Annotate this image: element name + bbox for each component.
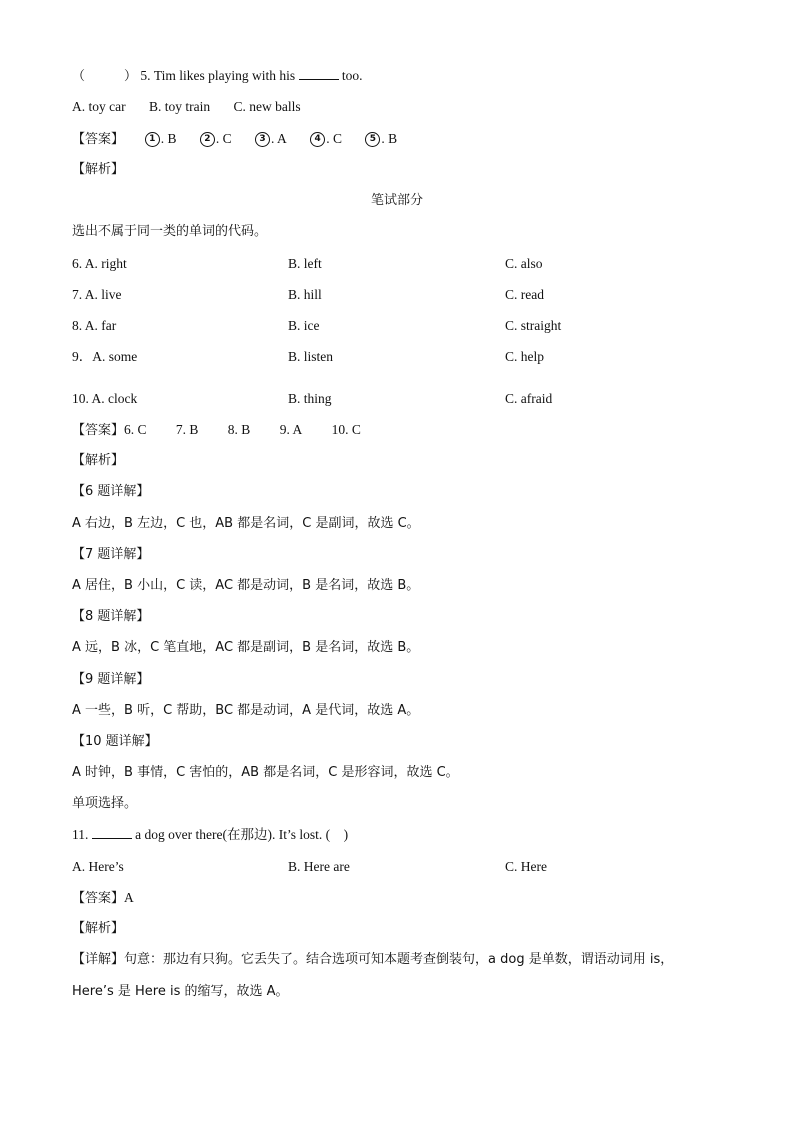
detail-title: 【10 题详解】 (72, 734, 158, 749)
question-9-a: 9．A. some (72, 349, 138, 364)
answer-item: 9. A (279, 422, 303, 437)
answer-item (310, 130, 342, 148)
circled-number: 1 (145, 132, 160, 147)
answer-blank (299, 67, 339, 80)
answer-label: 【答案】 (72, 132, 125, 147)
answer-item: 10. C (331, 422, 361, 437)
question-number: 11. (72, 827, 89, 842)
detail-line-1 (72, 951, 673, 969)
question-7-b: B. hill (288, 287, 322, 302)
answer-item (200, 130, 232, 148)
answer-blank (92, 826, 132, 839)
option-a: A. toy car (72, 99, 126, 114)
question-8-a: 8. A. far (72, 318, 117, 333)
question-8-c: C. straight (505, 318, 562, 333)
answer-value: A (124, 890, 134, 905)
answer-row-1 (72, 130, 417, 149)
circled-number: 4 (310, 132, 325, 147)
answer-value: . B (160, 131, 177, 146)
section-title: 笔试部分 (370, 193, 423, 208)
answer-item (255, 130, 287, 148)
detail-title: 【6 题详解】 (72, 484, 150, 499)
question-5-options (72, 98, 301, 116)
question-6-b: B. left (288, 256, 322, 271)
answer-label: 【答案】 (72, 891, 125, 906)
answer-value: . C (215, 131, 232, 146)
question-5 (72, 67, 363, 86)
question-5-stem-end: too. (341, 68, 363, 83)
question-11-stem: a dog over there(在那边). It’s lost. (135, 827, 323, 842)
answer-value: . C (326, 131, 342, 146)
circled-number: 3 (255, 132, 270, 147)
answer-item: 8. B (227, 422, 251, 437)
analysis-label: 【解析】 (72, 453, 125, 468)
question-8-b: B. ice (288, 318, 320, 333)
detail-text: 句意：那边有只狗。它丢失了。结合选项可知本题考查倒装句，a dog 是单数，谓语动词用 is， (124, 952, 674, 967)
answer-bracket: ( ) (325, 827, 349, 842)
analysis-label: 【解析】 (72, 921, 125, 936)
analysis-label: 【解析】 (72, 162, 125, 177)
question-6-c: C. also (505, 256, 543, 271)
detail-title: 【7 题详解】 (72, 547, 150, 562)
detail-text: A 时钟，B 事情，C 害怕的，AB 都是名词，C 是形容词，故选 C。 (72, 765, 459, 780)
detail-title: 【8 题详解】 (72, 609, 150, 624)
circled-number: 2 (200, 132, 215, 147)
answer-value: . A (271, 131, 287, 146)
detail-text: A 右边，B 左边，C 也，AB 都是名词，C 是副词，故选 C。 (72, 516, 420, 531)
question-7-a: 7. A. live (72, 287, 122, 302)
section-instruction: 选出不属于同一类的单词的代码。 (72, 224, 268, 239)
detail-label: 【详解】 (72, 952, 125, 967)
question-10-b: B. thing (288, 391, 332, 406)
circled-number: 5 (365, 132, 380, 147)
question-7-c: C. read (505, 287, 544, 302)
question-11-option-c: C. Here (505, 859, 547, 874)
answer-item: 6. C (124, 422, 147, 437)
question-5-stem: 5. Tim likes playing with his (140, 68, 296, 83)
question-11-option-a: A. Here’s (72, 859, 124, 874)
detail-text: A 一些，B 听，C 帮助，BC 都是动词，A 是代词，故选 A。 (72, 703, 420, 718)
question-9-b: B. listen (288, 349, 334, 364)
question-6-a: 6. A. right (72, 256, 127, 271)
answer-row-2 (72, 421, 361, 440)
question-9-c: C. help (505, 349, 544, 364)
detail-text: A 居住，B 小山，C 读，AC 都是动词，B 是名词，故选 B。 (72, 578, 420, 593)
question-10-c: C. afraid (505, 391, 553, 406)
answer-item (145, 130, 177, 148)
answer-item (365, 130, 397, 148)
question-11 (72, 826, 348, 844)
answer-row-3 (72, 889, 134, 908)
option-b: B. toy train (148, 99, 211, 114)
section-instruction: 单项选择。 (72, 796, 138, 811)
answer-bracket: （ ） (72, 69, 138, 84)
detail-title: 【9 题详解】 (72, 672, 150, 687)
question-10-a: 10. A. clock (72, 391, 138, 406)
answer-value: . B (381, 131, 398, 146)
question-11-option-b: B. Here are (288, 859, 350, 874)
detail-line-2: Here’s 是 Here is 的缩写，故选 A。 (72, 984, 289, 999)
detail-text: A 远，B 冰，C 笔直地，AC 都是副词，B 是名词，故选 B。 (72, 640, 420, 655)
answer-label: 【答案】 (72, 423, 125, 438)
answer-item: 7. B (175, 422, 199, 437)
option-c: C. new balls (233, 99, 301, 114)
